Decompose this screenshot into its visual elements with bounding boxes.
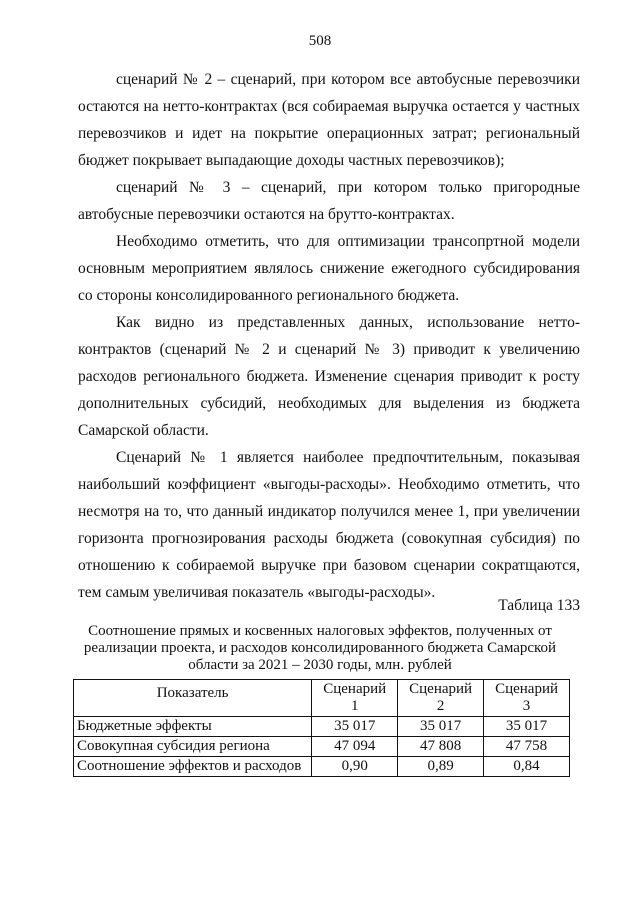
paragraph-optimization: Необходимо отметить, что для оптимизации трансопртной модели основным мероприятием являлось снижение ежегодного субсидирования со стороны консолидированного регионального бюджета. (78, 233, 580, 304)
cell-value: 35 017 (312, 717, 398, 737)
header-scenario-number: 2 (436, 698, 445, 714)
table-row (74, 717, 570, 737)
cell-value: 35 017 (398, 717, 484, 737)
paragraph-scenario-1-preferred: Сценарий № 1 является наиболее предпочтительным, показывая наибольший коэффициент «выгоды-расходы». Необходимо отметить, что несмотря на то, что данный индикатор получился менее 1, при увеличении горизонта прогнозирования расходы бюджета (совокупная субсидия) по отношению к собираемой выручке при базовом сценарии сократщаются, тем самым увеличивая показатель «выгоды-расходы». (78, 449, 580, 601)
paragraph-scenario-2: сценарий № 2 – сценарий, при котором все автобусные перевозчики остаются на нетто-контрактах (вся собираемая выручка остается у частных перевозчиков и идет на покрытие операционных затрат; региональный бюджет покрывает выпадающие доходы частных перевозчиков); (78, 71, 580, 169)
cell-value: 47 758 (484, 737, 570, 757)
cell-value: 47 094 (312, 737, 398, 757)
cell-value: 35 017 (484, 717, 570, 737)
cell-value: 0,89 (398, 757, 484, 777)
header-scenario-word: Сценарий (323, 681, 387, 697)
header-scenario-1 (312, 680, 398, 717)
header-scenario-3 (484, 680, 570, 717)
header-scenario-word: Сценарий (409, 681, 473, 697)
table-row (74, 737, 570, 757)
paragraph-net-contracts: Как видно из представленных данных, использование нетто-контрактов (сценарий № 2 и сценарий № 3) приводит к увеличению расходов регионального бюджета. Изменение сценария приводит к росту дополнительных субсидий, необходимых для выделения из бюджета Самарской области. (78, 314, 580, 439)
header-scenario-number: 1 (350, 698, 359, 714)
row-label: Совокупная субсидия региона (74, 737, 312, 757)
header-scenario-number: 3 (522, 698, 531, 714)
row-label: Соотношение эффектов и расходов (74, 757, 312, 777)
table-header-row (74, 680, 570, 717)
cell-value: 47 808 (398, 737, 484, 757)
header-indicator: Показатель (74, 680, 312, 717)
cell-value: 0,90 (312, 757, 398, 777)
effects-table (73, 679, 570, 777)
table-row (74, 757, 570, 777)
cell-value: 0,84 (484, 757, 570, 777)
row-label: Бюджетные эффекты (74, 717, 312, 737)
table-caption: Соотношение прямых и косвенных налоговых эффектов, полученных от реализации проекта, и расходов консолидированного бюджета Самарской области за 2021 – 2030 годы, млн. рублей (83, 623, 557, 673)
header-scenario-2 (398, 680, 484, 717)
table-label: Таблица 133 (498, 597, 580, 614)
body-text (78, 66, 580, 606)
paragraph-scenario-3: сценарий № 3 – сценарий, при котором только пригородные автобусные перевозчики остаются на брутто-контрактах. (78, 179, 580, 223)
page-number: 508 (308, 33, 332, 49)
header-scenario-word: Сценарий (495, 681, 558, 697)
